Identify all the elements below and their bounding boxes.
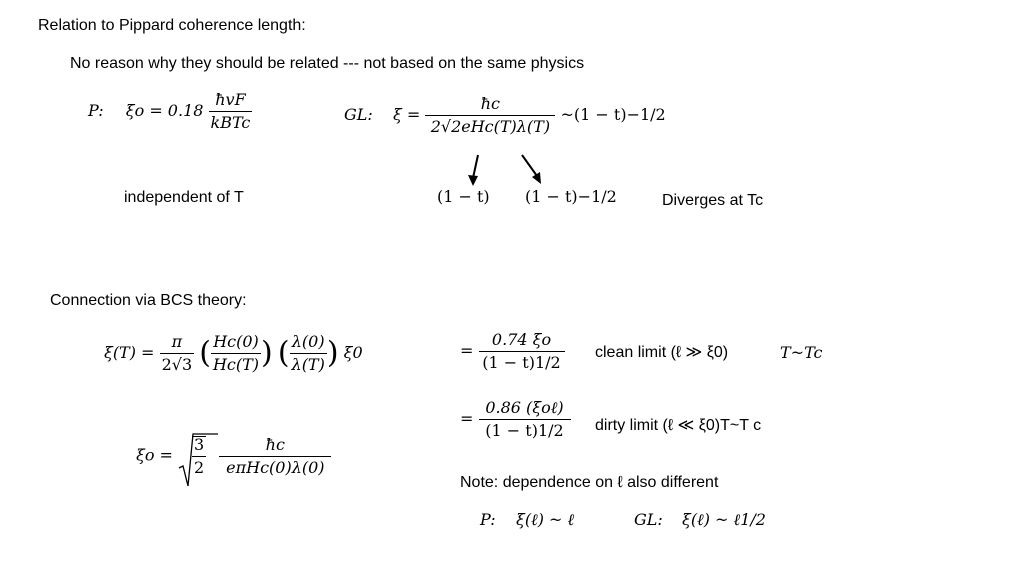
final-gl-expr: ξ(ℓ) ~ ℓ1/2 <box>682 510 766 529</box>
gl-lhs: ξ = <box>392 105 421 124</box>
sqrt-sign-icon <box>178 432 194 488</box>
gl-denominator: 2√2eHc(T)λ(T) <box>430 117 551 136</box>
gl-numerator: ħc <box>425 96 555 116</box>
pippard-numerator: ħvF <box>209 92 253 112</box>
final-p-label: P: <box>480 510 496 529</box>
clean-numerator: 0.74 ξo <box>479 332 565 352</box>
arrow-right <box>522 155 537 176</box>
bcs-pi-den: 2√3 <box>161 355 193 374</box>
clean-denominator: (1 − t)1/2 <box>482 353 561 372</box>
dirty-eq: = <box>460 409 474 428</box>
diverges-at-tc: Diverges at Tc <box>662 192 764 209</box>
clean-limit-label: clean limit (ℓ ≫ ξ0) <box>595 344 729 361</box>
arrow-right-result: (1 − t)−1/2 <box>525 187 617 206</box>
bcs-ratio2-num: λ(0) <box>290 334 327 354</box>
xi0-root-den: 2 <box>194 458 205 477</box>
xi0-root-num: 3 <box>192 437 206 457</box>
bcs-ratio2-den: λ(T) <box>291 355 325 374</box>
clean-limit-scaling: T~Tc <box>780 343 823 362</box>
dirty-denominator: (1 − t)1/2 <box>485 421 564 440</box>
dirty-limit-label: dirty limit (ℓ ≪ ξ0)T~T c <box>595 417 762 434</box>
final-p-expr: ξ(ℓ) ~ ℓ <box>516 510 575 529</box>
final-gl-label: GL: <box>634 510 663 529</box>
heading-pippard: Relation to Pippard coherence length: <box>38 17 306 34</box>
xi0-formula <box>136 436 331 476</box>
heading-bcs: Connection via BCS theory: <box>50 292 247 309</box>
independent-of-t: independent of T <box>124 189 244 206</box>
xi0-lhs: ξo = <box>136 445 173 465</box>
dirty-numerator: 0.86 (ξoℓ) <box>479 400 571 420</box>
arrow-left-head <box>468 175 478 186</box>
arrow-left-result: (1 − t) <box>437 187 490 206</box>
pippard-label: P: <box>88 101 104 120</box>
dirty-limit-formula <box>460 400 571 439</box>
bcs-ratio1-den: Hc(T) <box>212 355 260 374</box>
bcs-pi-num: π <box>160 334 195 354</box>
gl-label: GL: <box>344 105 373 124</box>
xi0-denominator: eπHc(0)λ(0) <box>226 457 325 477</box>
pippard-lhs: ξo = 0.18 <box>125 101 204 120</box>
note-dependence: Note: dependence on ℓ also different <box>460 474 719 491</box>
bcs-ratio1-num: Hc(0) <box>211 334 261 354</box>
bcs-formula: ξ(T) = $\frac{\pi}{2√3}$ ( $\frac{Hc(0)}{Hc(T)}$ ) ( $\frac{\lambda(0)}{\lambda(T)}$ ) ξ0 <box>104 332 363 374</box>
arrow-left <box>473 155 478 178</box>
bcs-tail: ξ0 <box>343 343 363 362</box>
gl-scaling: ~(1 − t)−1/2 <box>560 105 666 124</box>
bcs-lhs: ξ(T) = <box>104 343 155 362</box>
clean-limit-formula <box>460 332 565 371</box>
note-no-reason: No reason why they should be related --- not based on the same physics <box>70 55 585 72</box>
pippard-denominator: kBTc <box>210 113 251 132</box>
clean-eq: = <box>460 341 474 360</box>
xi0-numerator: ħc <box>219 437 331 457</box>
